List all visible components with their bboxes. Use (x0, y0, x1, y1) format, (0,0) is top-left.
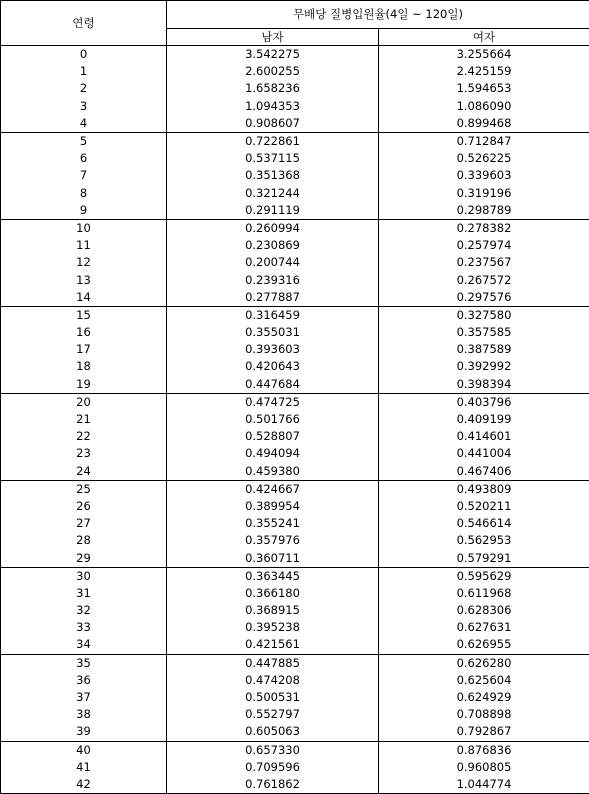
table-row (1, 654, 589, 672)
female-rate-cell: 0.327580 (379, 306, 589, 324)
female-rate-cell: 0.708898 (379, 706, 589, 723)
table-row (1, 219, 589, 237)
age-cell: 30 (1, 567, 167, 585)
table-row (1, 98, 589, 115)
female-rate-cell: 0.626280 (379, 654, 589, 672)
male-rate-cell: 0.366180 (167, 585, 379, 602)
table-row (1, 515, 589, 532)
age-cell: 4 (1, 115, 167, 133)
table-row (1, 741, 589, 759)
table-row (1, 167, 589, 184)
male-column-header: 남자 (167, 29, 379, 46)
female-rate-cell: 0.392992 (379, 358, 589, 375)
age-cell: 18 (1, 358, 167, 375)
table-row (1, 723, 589, 741)
table-row (1, 567, 589, 585)
female-rate-cell: 0.297576 (379, 289, 589, 307)
table-body (1, 46, 589, 794)
female-rate-cell: 0.409199 (379, 411, 589, 428)
age-cell: 21 (1, 411, 167, 428)
age-cell: 26 (1, 498, 167, 515)
age-cell: 32 (1, 602, 167, 619)
male-rate-cell: 1.658236 (167, 80, 379, 97)
table-row (1, 132, 589, 150)
male-rate-cell: 0.474208 (167, 672, 379, 689)
female-rate-cell: 1.086090 (379, 98, 589, 115)
table-row (1, 393, 589, 411)
table-row (1, 411, 589, 428)
female-rate-cell: 0.257974 (379, 237, 589, 254)
male-rate-cell: 0.363445 (167, 567, 379, 585)
female-rate-cell: 3.255664 (379, 46, 589, 64)
table-row (1, 115, 589, 133)
age-cell: 0 (1, 46, 167, 64)
table-row (1, 237, 589, 254)
age-cell: 15 (1, 306, 167, 324)
age-cell: 14 (1, 289, 167, 307)
male-rate-cell: 0.494094 (167, 445, 379, 462)
table-row (1, 532, 589, 549)
female-rate-cell: 0.493809 (379, 480, 589, 498)
age-cell: 31 (1, 585, 167, 602)
age-cell: 1 (1, 63, 167, 80)
age-column-header: 연령 (1, 1, 167, 46)
male-rate-cell: 0.420643 (167, 358, 379, 375)
age-cell: 24 (1, 463, 167, 481)
table-row (1, 324, 589, 341)
female-rate-cell: 0.626955 (379, 636, 589, 654)
male-rate-cell: 0.447885 (167, 654, 379, 672)
age-cell: 25 (1, 480, 167, 498)
age-cell: 17 (1, 341, 167, 358)
table-row (1, 480, 589, 498)
age-cell: 33 (1, 619, 167, 636)
female-rate-cell: 0.546614 (379, 515, 589, 532)
male-rate-cell: 0.277887 (167, 289, 379, 307)
age-cell: 10 (1, 219, 167, 237)
male-rate-cell: 0.500531 (167, 689, 379, 706)
age-cell: 6 (1, 150, 167, 167)
age-cell: 36 (1, 672, 167, 689)
age-cell: 13 (1, 271, 167, 288)
age-cell: 22 (1, 428, 167, 445)
female-rate-cell: 0.414601 (379, 428, 589, 445)
female-rate-cell: 0.712847 (379, 132, 589, 150)
table-row (1, 636, 589, 654)
table-row (1, 602, 589, 619)
table-row (1, 306, 589, 324)
table-row (1, 376, 589, 394)
female-rate-cell: 0.526225 (379, 150, 589, 167)
male-rate-cell: 0.761862 (167, 776, 379, 794)
male-rate-cell: 0.395238 (167, 619, 379, 636)
table-row (1, 46, 589, 64)
age-cell: 35 (1, 654, 167, 672)
table-row (1, 706, 589, 723)
female-rate-cell: 0.627631 (379, 619, 589, 636)
table-row (1, 289, 589, 307)
male-rate-cell: 0.528807 (167, 428, 379, 445)
age-cell: 42 (1, 776, 167, 794)
male-rate-cell: 2.600255 (167, 63, 379, 80)
table-row (1, 463, 589, 481)
male-rate-cell: 0.200744 (167, 254, 379, 271)
male-rate-cell: 0.360711 (167, 549, 379, 567)
male-rate-cell: 0.605063 (167, 723, 379, 741)
female-rate-cell: 0.237567 (379, 254, 589, 271)
age-cell: 16 (1, 324, 167, 341)
female-rate-cell: 1.594653 (379, 80, 589, 97)
male-rate-cell: 0.357976 (167, 532, 379, 549)
male-rate-cell: 0.474725 (167, 393, 379, 411)
age-cell: 41 (1, 759, 167, 776)
table-row (1, 445, 589, 462)
table-row (1, 549, 589, 567)
male-rate-cell: 0.368915 (167, 602, 379, 619)
male-rate-cell: 0.239316 (167, 271, 379, 288)
age-cell: 19 (1, 376, 167, 394)
table-row (1, 185, 589, 202)
female-rate-cell: 0.625604 (379, 672, 589, 689)
age-cell: 39 (1, 723, 167, 741)
female-rate-cell: 0.899468 (379, 115, 589, 133)
male-rate-cell: 0.421561 (167, 636, 379, 654)
female-rate-cell: 0.467406 (379, 463, 589, 481)
table-row (1, 80, 589, 97)
age-cell: 40 (1, 741, 167, 759)
age-cell: 23 (1, 445, 167, 462)
female-rate-cell: 0.357585 (379, 324, 589, 341)
age-cell: 20 (1, 393, 167, 411)
male-rate-cell: 0.501766 (167, 411, 379, 428)
age-cell: 3 (1, 98, 167, 115)
table-row (1, 271, 589, 288)
age-cell: 2 (1, 80, 167, 97)
male-rate-cell: 0.537115 (167, 150, 379, 167)
table-row (1, 202, 589, 220)
female-rate-cell: 0.792867 (379, 723, 589, 741)
female-rate-cell: 0.319196 (379, 185, 589, 202)
female-rate-cell: 1.044774 (379, 776, 589, 794)
male-rate-cell: 0.459380 (167, 463, 379, 481)
table-row (1, 358, 589, 375)
age-cell: 8 (1, 185, 167, 202)
female-rate-cell: 0.624929 (379, 689, 589, 706)
male-rate-cell: 0.321244 (167, 185, 379, 202)
age-cell: 38 (1, 706, 167, 723)
age-cell: 11 (1, 237, 167, 254)
male-rate-cell: 0.447684 (167, 376, 379, 394)
male-rate-cell: 0.316459 (167, 306, 379, 324)
female-rate-cell: 0.398394 (379, 376, 589, 394)
age-cell: 28 (1, 532, 167, 549)
male-rate-cell: 0.291119 (167, 202, 379, 220)
female-rate-cell: 0.520211 (379, 498, 589, 515)
female-rate-cell: 0.595629 (379, 567, 589, 585)
male-rate-cell: 0.230869 (167, 237, 379, 254)
male-rate-cell: 0.552797 (167, 706, 379, 723)
male-rate-cell: 0.393603 (167, 341, 379, 358)
male-rate-cell: 3.542275 (167, 46, 379, 64)
age-cell: 29 (1, 549, 167, 567)
female-rate-cell: 0.339603 (379, 167, 589, 184)
female-rate-cell: 0.628306 (379, 602, 589, 619)
table-row (1, 150, 589, 167)
age-cell: 27 (1, 515, 167, 532)
female-rate-cell: 0.876836 (379, 741, 589, 759)
table-row (1, 498, 589, 515)
female-rate-cell: 0.403796 (379, 393, 589, 411)
male-rate-cell: 0.389954 (167, 498, 379, 515)
female-rate-cell: 0.441004 (379, 445, 589, 462)
female-rate-cell: 0.562953 (379, 532, 589, 549)
female-rate-cell: 0.267572 (379, 271, 589, 288)
table-row (1, 689, 589, 706)
female-rate-cell: 0.611968 (379, 585, 589, 602)
age-cell: 34 (1, 636, 167, 654)
age-cell: 7 (1, 167, 167, 184)
male-rate-cell: 0.908607 (167, 115, 379, 133)
male-rate-cell: 0.355031 (167, 324, 379, 341)
female-rate-cell: 2.425159 (379, 63, 589, 80)
table-row (1, 428, 589, 445)
age-cell: 12 (1, 254, 167, 271)
table-header (1, 1, 589, 46)
table-row (1, 341, 589, 358)
age-cell: 5 (1, 132, 167, 150)
table-row (1, 672, 589, 689)
age-cell: 37 (1, 689, 167, 706)
male-rate-cell: 0.355241 (167, 515, 379, 532)
age-cell: 9 (1, 202, 167, 220)
table-row (1, 585, 589, 602)
table-row (1, 63, 589, 80)
female-column-header: 여자 (379, 29, 589, 46)
table-row (1, 759, 589, 776)
female-rate-cell: 0.278382 (379, 219, 589, 237)
male-rate-cell: 1.094353 (167, 98, 379, 115)
male-rate-cell: 0.260994 (167, 219, 379, 237)
male-rate-cell: 0.722861 (167, 132, 379, 150)
male-rate-cell: 0.351368 (167, 167, 379, 184)
table-row (1, 619, 589, 636)
female-rate-cell: 0.387589 (379, 341, 589, 358)
rate-group-header: 무배당 질병입원율(4일 ~ 120일) (167, 1, 589, 29)
male-rate-cell: 0.657330 (167, 741, 379, 759)
female-rate-cell: 0.960805 (379, 759, 589, 776)
male-rate-cell: 0.424667 (167, 480, 379, 498)
male-rate-cell: 0.709596 (167, 759, 379, 776)
female-rate-cell: 0.579291 (379, 549, 589, 567)
female-rate-cell: 0.298789 (379, 202, 589, 220)
table-row (1, 254, 589, 271)
